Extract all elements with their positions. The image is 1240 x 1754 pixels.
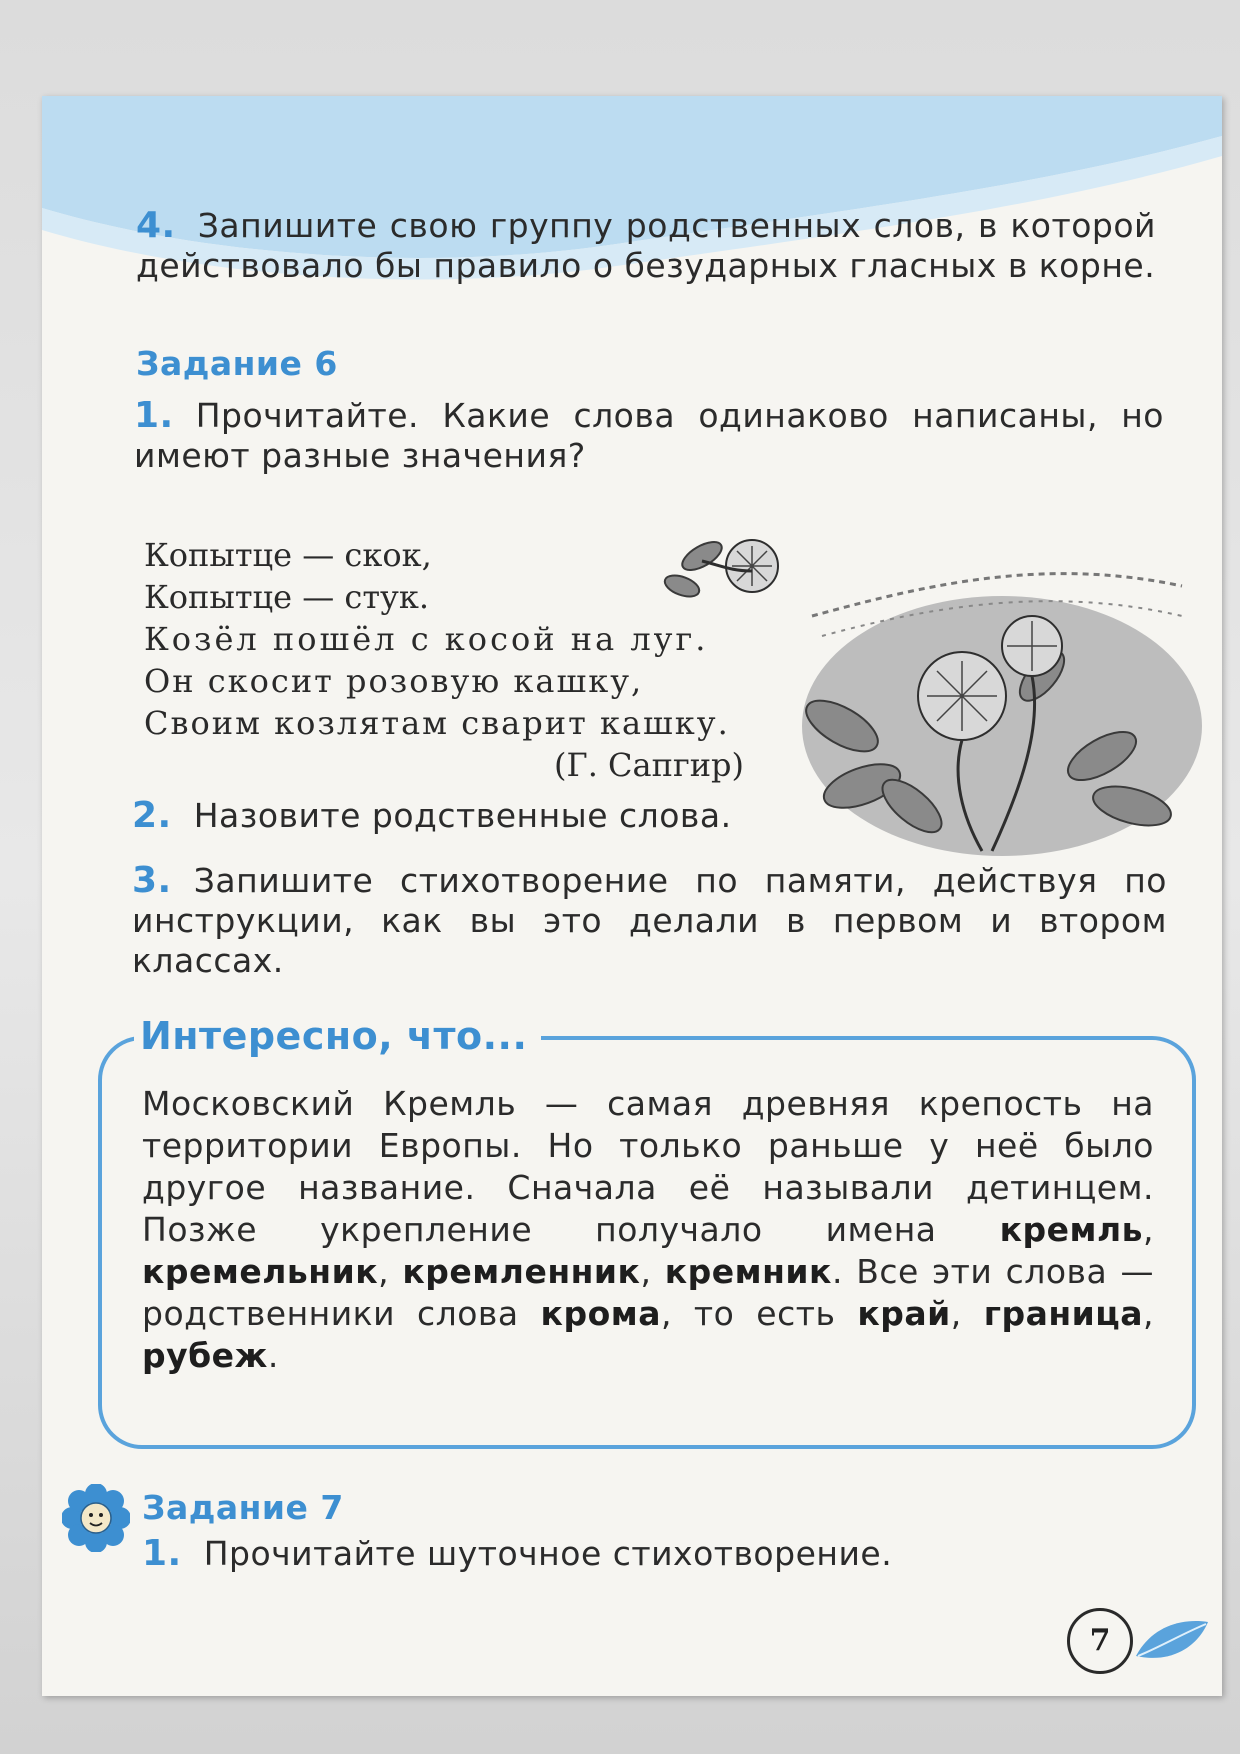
z7-task-1-number: 1. [142,1533,182,1574]
bold-word: кремельник [142,1252,379,1291]
interesting-text [142,1083,1154,1377]
z7-task-1 [142,1534,1142,1574]
poem-line: Копытце — стук. [144,578,430,616]
zadanie-6-heading: Задание 6 [136,344,338,383]
separator: , [950,1294,984,1333]
task-4-number: 4. [136,205,176,246]
z6-task-3-number: 3. [132,860,172,901]
zadanie-7-heading: Задание 7 [142,1488,344,1527]
task-4-text: Запишите свою группу родственных слов, в которой действовало бы правило о безударных гласных в корне. [136,206,1156,285]
flower-icon [62,1484,130,1552]
page-number: 7 [1067,1608,1133,1674]
poem-author: (Г. Сапгир) [554,746,744,784]
bold-word: граница [983,1294,1143,1333]
z6-task-2 [132,796,1162,836]
interesting-text-part: . Все эти слова — родственники слова [142,1252,1155,1333]
z6-task-3-text: Запишите стихотворение по памяти, действуя по инструкции, как вы это делали в первом и втором классах. [132,861,1167,980]
bold-word: кремль [999,1210,1143,1249]
poem-line: Он скосит розовую кашку, [144,662,644,700]
task-4 [136,206,1156,286]
separator: , [1143,1294,1154,1333]
z6-task-1-text: Прочитайте. Какие слова одинаково написаны, но имеют разные значения? [134,396,1164,475]
separator: , [378,1252,403,1291]
interesting-text-part: Московский Кремль — самая древняя крепость на территории Европы. Но только раньше у неё было другое название. Сначала её называли детинцем. Позже укрепление получало имена [142,1084,1154,1249]
bold-word: рубеж [142,1336,268,1375]
z7-task-1-text: Прочитайте шуточное стихотворение. [203,1534,893,1573]
bold-word: кремленник [402,1252,641,1291]
interesting-text-part: . [267,1336,279,1375]
separator: , [1143,1210,1154,1249]
interesting-text-part: , то есть [660,1294,858,1333]
textbook-page [42,96,1222,1696]
poem-line: Козёл пошёл с косой на луг. [144,620,709,658]
z6-task-3 [132,861,1167,981]
leaf-icon [1132,1616,1212,1666]
z6-task-2-number: 2. [132,795,172,836]
poem-line: Своим козлятам сварит кашку. [144,704,730,742]
bold-word: кремник [664,1252,832,1291]
bold-word: крома [540,1294,661,1333]
z6-task-1 [134,396,1164,476]
z6-task-2-text: Назовите родственные слова. [193,796,732,835]
bold-word: край [857,1294,951,1333]
interesting-title: Интересно, что... [134,1014,541,1058]
poem-line: Копытце — скок, [144,536,432,574]
separator: , [640,1252,665,1291]
z6-task-1-number: 1. [134,395,174,436]
